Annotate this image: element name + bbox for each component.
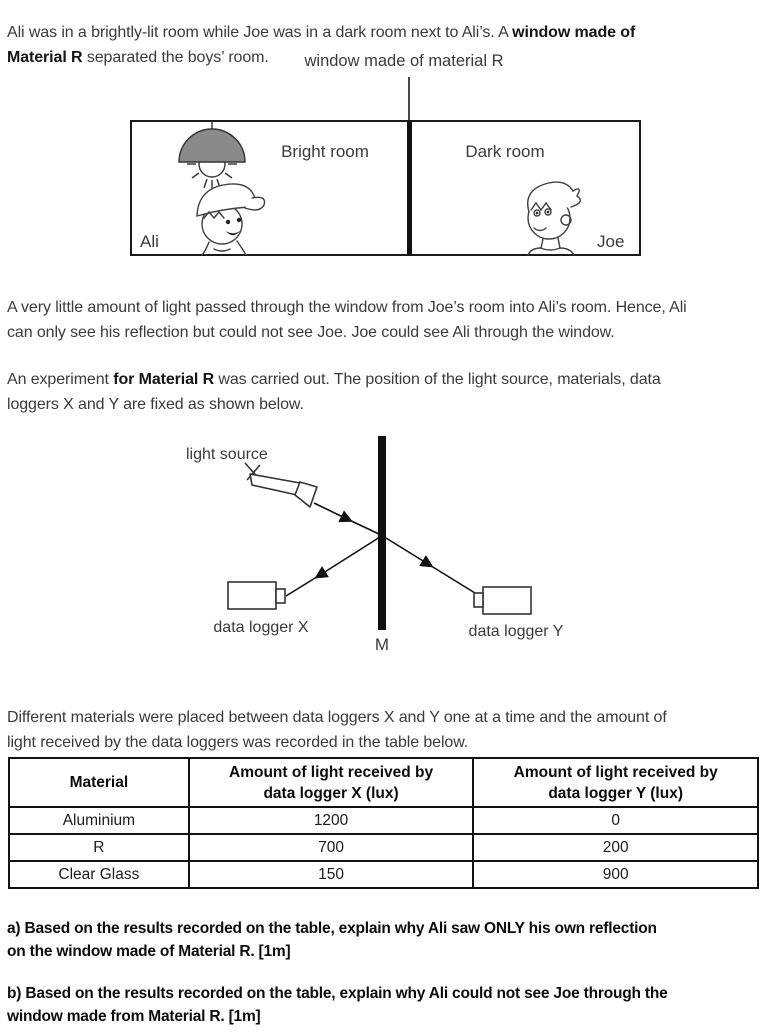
intro-line-1	[7, 20, 757, 45]
reflected-ray	[286, 537, 380, 596]
joe-label: Joe	[597, 232, 625, 251]
header-material: Material	[9, 758, 189, 807]
reflection-line-2: can only see his reflection but could not see Joe. Joe could see Ali through the window.	[7, 324, 615, 341]
question-a	[7, 917, 757, 963]
cell-y-r: 200	[473, 834, 758, 861]
experiment-text: An experiment	[7, 371, 114, 388]
reflection-paragraph	[7, 295, 757, 345]
cell-x-clear-glass: 150	[189, 861, 474, 888]
materials-line-2: light received by the data loggers was recorded in the table below.	[7, 734, 469, 751]
lamp-icon	[179, 121, 245, 189]
question-a-line-2: on the window made of Material R. [1m]	[7, 942, 291, 960]
bright-room-label: Bright room	[281, 142, 369, 161]
header-logger-x-line-2: data logger X (lux)	[263, 784, 399, 802]
materials-line-1: Different materials were placed between data loggers X and Y one at a time and the amount of	[7, 709, 667, 726]
table-row-aluminium	[9, 807, 758, 834]
material-label: M	[374, 635, 390, 654]
header-logger-y-line-1: Amount of light received by	[513, 763, 718, 781]
experiment-bold: for Material R	[113, 371, 215, 388]
window-caption: window made of material R	[304, 52, 504, 70]
experiment-paragraph	[7, 367, 757, 417]
rooms-diagram	[0, 50, 768, 262]
data-logger-y-label: data logger Y	[468, 623, 564, 640]
transmitted-ray	[386, 538, 475, 593]
torch-icon	[245, 463, 317, 507]
question-a-line-1: a) Based on the results recorded on the table, explain why Ali saw ONLY his own reflection	[7, 919, 657, 937]
table-row-clear-glass	[9, 861, 758, 888]
experiment-line-1	[7, 367, 757, 392]
lamp-shade	[179, 129, 245, 162]
experiment-text-2: was carried out. The position of the light source, materials, data	[214, 371, 661, 388]
data-logger-y	[474, 587, 531, 614]
cell-x-r: 700	[189, 834, 474, 861]
intro-text-2: separated the boys’ room.	[82, 49, 269, 66]
data-logger-x	[228, 582, 285, 609]
intro-text: Ali was in a brightly-lit room while Joe was in a dark room next to Ali’s. A	[7, 24, 513, 41]
incident-ray	[314, 503, 379, 534]
header-logger-x-line-1: Amount of light received by	[229, 763, 434, 781]
cell-material-clear-glass: Clear Glass	[9, 861, 189, 888]
reflection-line-1: A very little amount of light passed through the window from Joe’s room into Ali’s room. Hence, Ali	[7, 299, 687, 316]
light-source-label: light source	[186, 446, 268, 463]
joe-figure	[528, 182, 581, 255]
materials-paragraph	[7, 705, 757, 755]
question-b-line-2: window made from Material R. [1m]	[7, 1007, 261, 1025]
header-logger-x	[189, 758, 474, 807]
header-logger-y-line-2: data logger Y (lux)	[548, 784, 683, 802]
table-row-r	[9, 834, 758, 861]
ali-label: Ali	[140, 232, 159, 251]
table-header-row	[9, 758, 758, 807]
material-bar	[378, 436, 386, 630]
window-divider	[407, 121, 412, 255]
experiment-diagram	[0, 433, 768, 671]
intro-bold-window: window made of	[512, 24, 636, 41]
question-b	[7, 982, 757, 1028]
cell-material-r: R	[9, 834, 189, 861]
cell-y-clear-glass: 900	[473, 861, 758, 888]
ali-figure	[197, 184, 265, 255]
data-logger-x-label: data logger X	[213, 619, 309, 636]
results-table	[8, 757, 759, 889]
cell-x-aluminium: 1200	[189, 807, 474, 834]
header-logger-y	[473, 758, 758, 807]
cell-y-aluminium: 0	[473, 807, 758, 834]
intro-bold-material-r: Material R	[7, 49, 83, 66]
cell-material-aluminium: Aluminium	[9, 807, 189, 834]
question-b-line-1: b) Based on the results recorded on the table, explain why Ali could not see Joe through the	[7, 984, 668, 1002]
dark-room-label: Dark room	[465, 142, 545, 161]
experiment-line-2: loggers X and Y are fixed as shown below.	[7, 396, 304, 413]
